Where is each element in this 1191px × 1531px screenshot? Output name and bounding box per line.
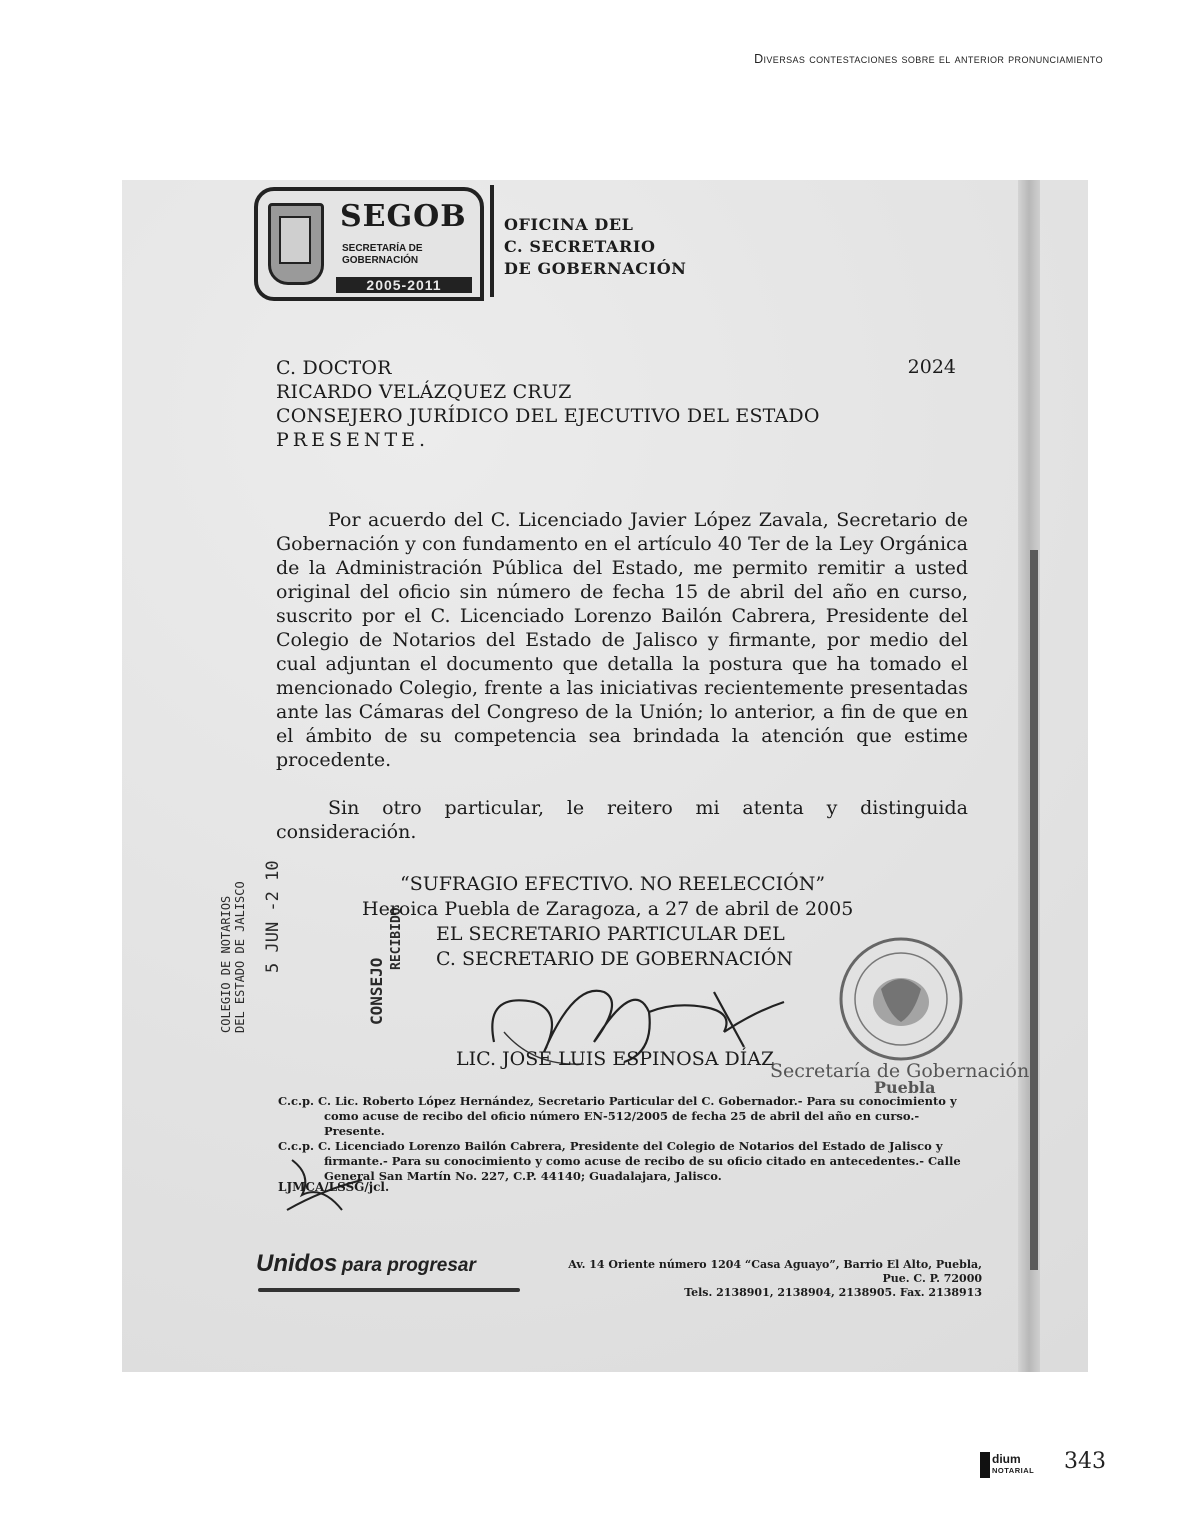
- running-head: Diversas contestaciones sobre el anterior pronunciamiento: [754, 52, 1103, 66]
- addressee-position: CONSEJERO JURÍDICO DEL EJECUTIVO DEL ESTADO: [276, 405, 820, 427]
- logo-sub: NOTARIAL: [992, 1466, 1035, 1475]
- received-stamp: [216, 805, 286, 1035]
- stamp-line-1: COLEGIO DE NOTARIOS: [219, 895, 233, 1033]
- scan-edge-bar: [1030, 550, 1038, 1270]
- slogan-part-2: para progresar: [341, 1255, 476, 1276]
- copies-block: [278, 1094, 978, 1184]
- department-city: Puebla: [874, 1078, 936, 1097]
- reference-number: 2024: [907, 356, 956, 378]
- logo-p-icon: [980, 1452, 990, 1478]
- stamp-line-2: DEL ESTADO DE JALISCO: [233, 881, 247, 1033]
- logo-years: 2005-2011: [336, 277, 472, 293]
- address-line-1: Av. 14 Oriente número 1204 “Casa Aguayo”, Barrio El Alto, Puebla, Pue. C. P. 72000: [568, 1258, 982, 1285]
- letter-body: [276, 508, 968, 868]
- slogan: [256, 1250, 476, 1278]
- office-address: [552, 1258, 982, 1300]
- logo-title: SEGOB: [340, 199, 467, 234]
- addressee-presente: PRESENTE.: [276, 429, 430, 451]
- scanned-letter: [122, 180, 1088, 1372]
- signer-title-1: EL SECRETARIO PARTICULAR DEL: [436, 923, 785, 945]
- addressee-name: RICARDO VELÁZQUEZ CRUZ: [276, 381, 572, 403]
- body-paragraph: Sin otro particular, le reitero mi atenta y distinguida consideración.: [276, 797, 968, 843]
- ccp-entry: C.c.p. C. Licenciado Lorenzo Bailón Cabrera, Presidente del Colegio de Notarios del Estado de Jalisco y firmante.- Para su conocimiento y como acuse de recibo de su oficio citado en antecedentes.- Calle General San Martín No. 227, C.P. 44140; Guadalajara, Jalisco.: [278, 1139, 961, 1183]
- stamp-line-3: CONSEJO: [367, 957, 386, 1025]
- podium-notarial-logo: [980, 1452, 1036, 1482]
- stamp-line-4: RECIBIDO: [389, 907, 404, 970]
- official-seal-icon: [836, 934, 966, 1064]
- slogan-part-1: Unidos: [256, 1250, 338, 1277]
- body-paragraph: Por acuerdo del C. Licenciado Javier López Zavala, Secretario de Gobernación y con fundamento en el artículo 40 Ter de la Ley Orgánica de la Administración Pública del Estado, me permito remitir a usted original del oficio sin número de fecha 15 de abril del año en curso, suscrito por el C. Licenciado Lorenzo Bailón Cabrera, Presidente del Colegio de Notarios del Estado de Jalisco y firmante, por medio del cual adjuntan el documento que detalla la postura que ha tomado el mencionado Colegio, frente a las iniciativas recientemente presentadas ante las Cámaras del Congreso de la Unión; lo anterior, a fin de que en el ámbito de su competencia sea brindada la atención que estime procedente.: [276, 509, 968, 771]
- department-name: Secretaría de Gobernación: [770, 1060, 1030, 1082]
- addressee-block: [276, 356, 820, 452]
- ccp-entry: C.c.p. C. Lic. Roberto López Hernández, Secretario Particular del C. Gobernador.- Para su conocimiento y como acuse de recibo del oficio número EN-512/2005 de fecha 25 de abril del año en curso.- Presente.: [278, 1094, 957, 1138]
- office-line-2: C. SECRETARIO: [504, 237, 656, 256]
- address-line-2: Tels. 2138901, 2138904, 2138905. Fax. 2138913: [684, 1286, 982, 1299]
- logo-word: dium: [992, 1452, 1021, 1466]
- logo-subtitle-2: GOBERNACIÓN: [342, 255, 419, 266]
- letterhead-divider: [490, 185, 494, 297]
- stamp-date: 5 JUN -2 10: [263, 860, 283, 973]
- logo-subtitle-1: SECRETARÍA DE: [342, 243, 423, 254]
- department-stamp: [770, 1060, 1029, 1097]
- logo-subtitle: [342, 243, 482, 267]
- coat-of-arms-icon: [268, 203, 324, 285]
- office-line-1: OFICINA DEL: [504, 215, 634, 234]
- signer-name: LIC. JOSÉ LUIS ESPINOSA DÍAZ: [456, 1048, 775, 1070]
- typist-initials: LJMCA/LSSG/jcl.: [278, 1180, 390, 1194]
- segob-logo: [254, 187, 484, 301]
- place-date: Heroica Puebla de Zaragoza, a 27 de abril de 2005: [362, 898, 854, 920]
- motto: “SUFRAGIO EFECTIVO. NO REELECCIÓN”: [400, 873, 826, 895]
- signer-title-2: C. SECRETARIO DE GOBERNACIÓN: [436, 948, 793, 970]
- addressee-title: C. DOCTOR: [276, 357, 392, 379]
- closing-block: [362, 872, 853, 972]
- slogan-underline: [258, 1288, 520, 1292]
- office-heading: [504, 214, 686, 280]
- office-line-3: DE GOBERNACIÓN: [504, 259, 687, 278]
- page-number: 343: [1064, 1449, 1106, 1474]
